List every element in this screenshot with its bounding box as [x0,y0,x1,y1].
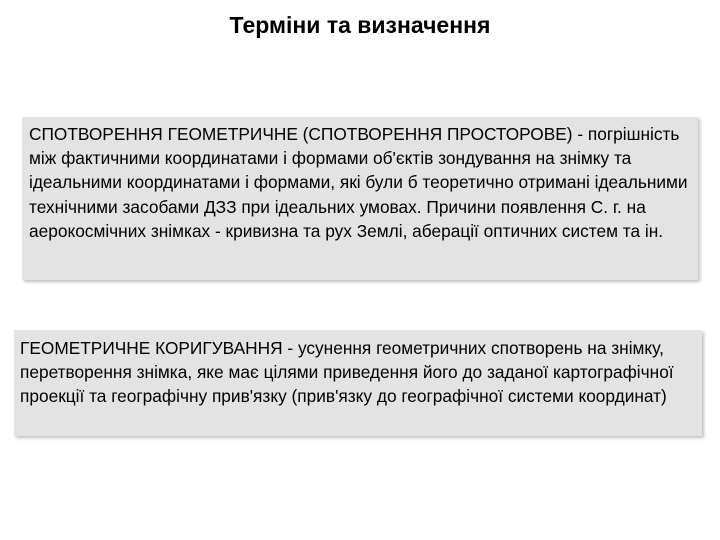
definition-text: погрішність між фактичними координатами і формами об'єктів зондування на знімку та ідеальними координатами і формами, які були б теоретично отримані ідеальними технічними засобами ДЗЗ при ідеальних умовах. Причини появлення С. г. на аерокосмічних знімках - кривизна та рух Землі, аберації оптичних систем та ін. [29,124,688,241]
definition-box-geometric-distortion [22,117,698,280]
slide-title: Терміни та визначення [229,12,491,38]
definition-term: СПОТВОРЕННЯ ГЕОМЕТРИЧНЕ (СПОТВОРЕННЯ ПРОСТОРОВЕ) [29,124,573,144]
definition-paragraph [20,336,696,409]
definition-box-geometric-correction [14,330,702,436]
definition-paragraph [29,122,692,243]
definition-separator: - [572,124,588,144]
definition-separator: - [282,338,298,358]
definition-text: усунення геометричних спотворень на знімку, перетворення знімка, яке має цілями приведення його до заданої картографічної проекції та географічну прив'язку (прив'язку до географічної системи координат) [20,338,674,407]
definition-term: ГЕОМЕТРИЧНЕ КОРИГУВАННЯ [20,338,283,358]
